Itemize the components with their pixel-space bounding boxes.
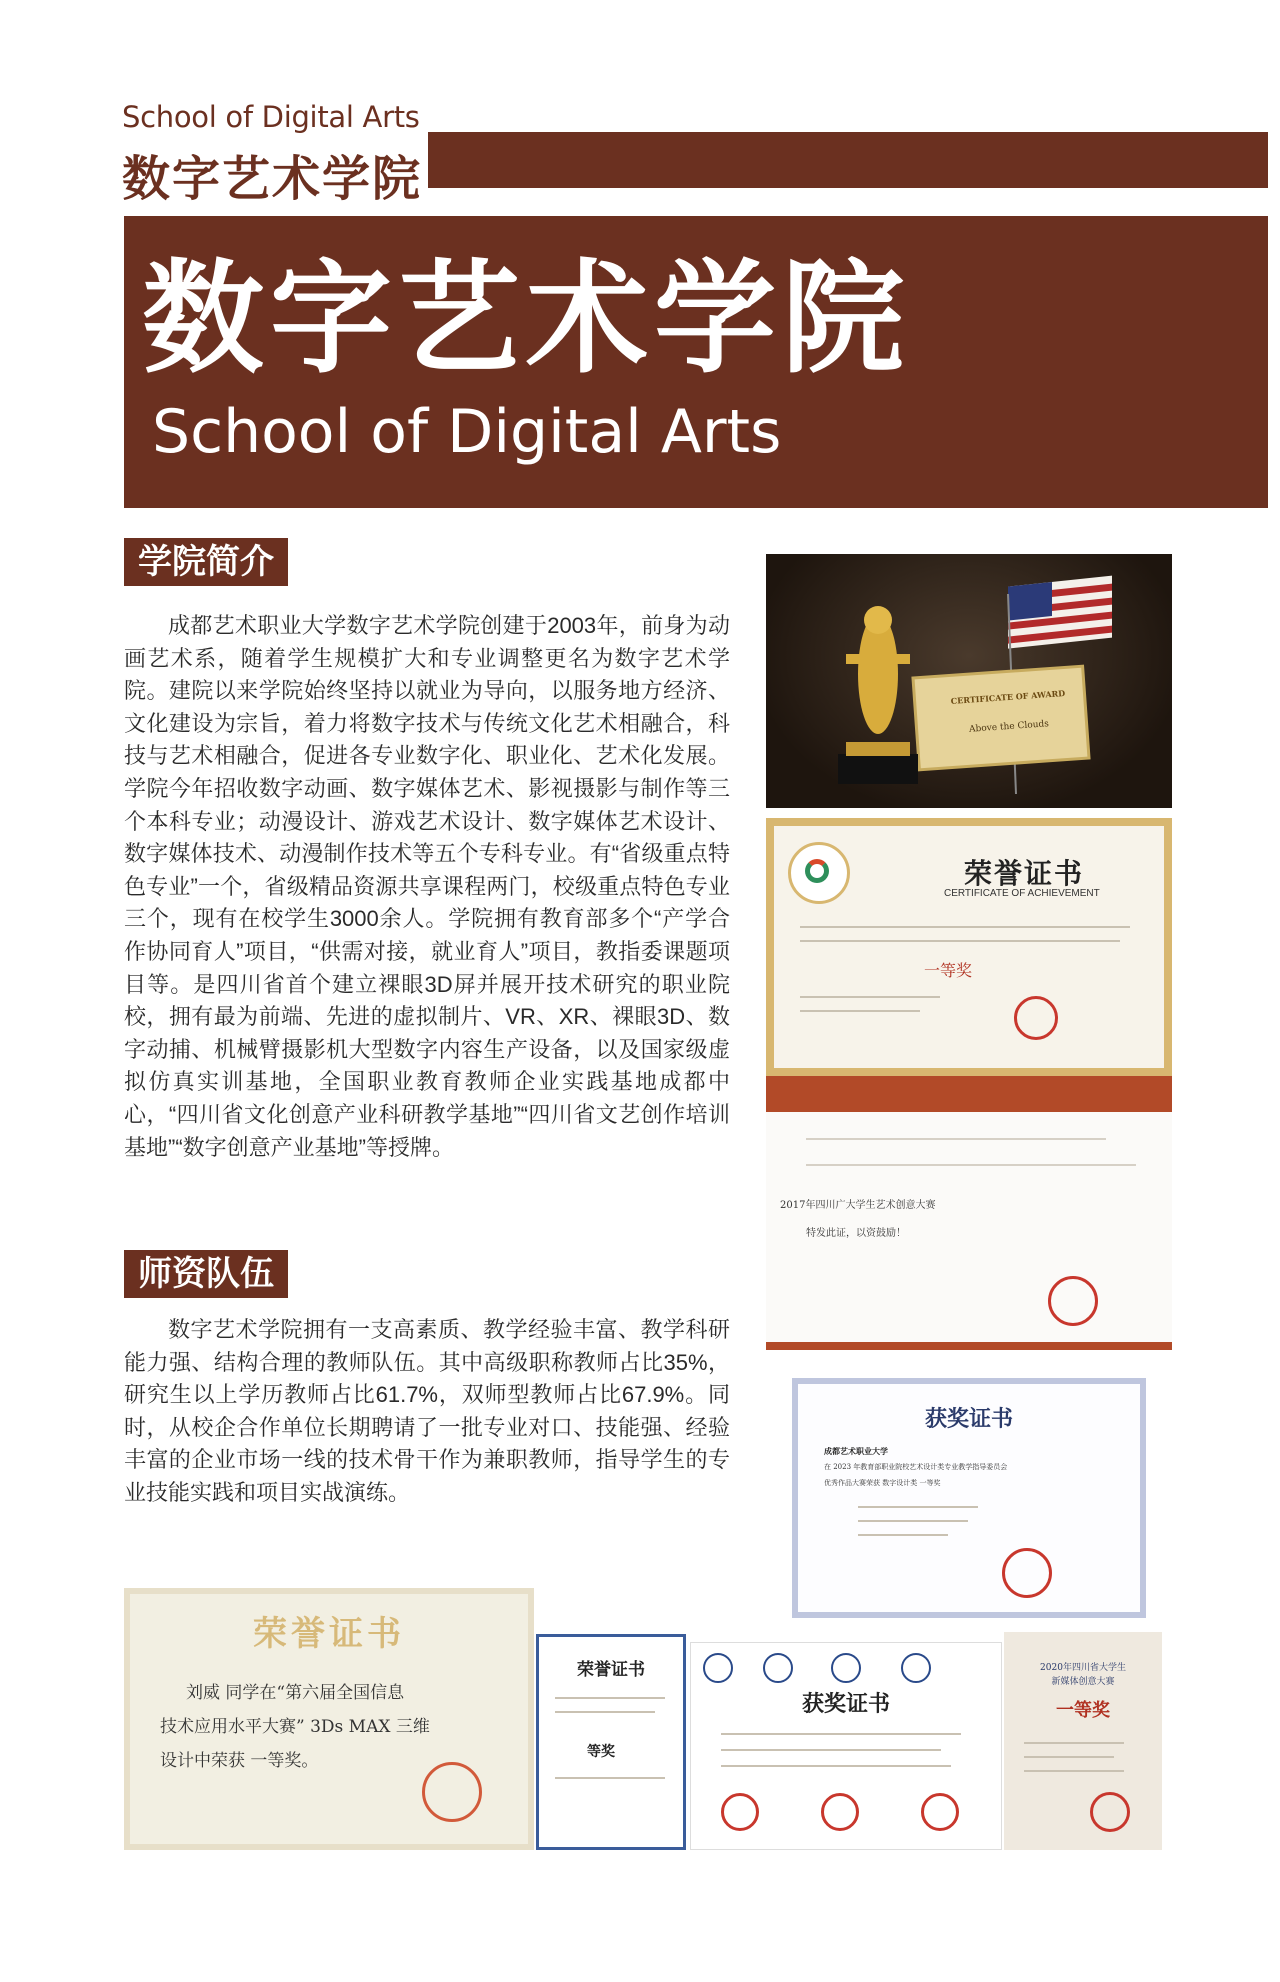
official-seal-icon [1002,1548,1052,1598]
honor-large-line1: 刘威 同学在“第六届全国信息 [186,1683,405,1703]
official-seal-icon [721,1793,759,1831]
contest-prize: 一等奖 [1056,1700,1110,1721]
contest-line2: 新媒体创意大赛 [1051,1677,1115,1687]
official-seal-icon [422,1762,482,1822]
emblem-icon [831,1653,861,1683]
trophy-cert-work: Above the Clouds [968,719,1050,735]
award-cert-line1: 在 2023 年教育部职业院校艺术设计类专业教学指导委员会 [824,1463,1008,1471]
honor-large-line3: 设计中荣获 一等奖。 [160,1751,319,1771]
honor-small-prize: 等奖 [587,1744,615,1760]
emblem-icon [703,1653,733,1683]
staff-paragraph: 数字艺术学院拥有一支高素质、教学经验丰富、教学科研能力强、结构合理的教师队伍。其中高级职称教师占比35%，研究生以上学历教师占比61.7%，双师型教师占比67.9%。同时，从校企合作单位长期聘请了一批专业对口、技能强、经验丰富的企业市场一线的技术骨干作为兼职教师，指导学生的专业技能实践和项目实战演练。 [124,1317,730,1505]
header-english-title: School of Digital Arts [122,100,420,134]
trophy-cert-title: CERTIFICATE OF AWARD [950,688,1066,706]
award-cert-title: 获奖证书 [924,1406,1013,1432]
award-certificate-wide-photo [690,1642,1002,1850]
achievement-certificate-bar [766,1076,1172,1112]
achievement-certificate-photo [766,818,1172,1076]
school-logo-icon [788,842,850,904]
section-title-staff: 师资队伍 [124,1250,288,1298]
honor-small-title: 荣誉证书 [577,1660,645,1680]
intro-paragraph: 成都艺术职业大学数字艺术学院创建于2003年，前身为动画艺术系，随着学生规模扩大和专业调整更名为数字艺术学院。建院以来学院始终坚持以就业为导向，以服务地方经济、文化建设为宗旨，着力将数字技术与传统文化艺术相融合，科技与艺术相融合，促进各专业数字化、职业化、艺术化发展。学院今年招收数字动画、数字媒体艺术、影视摄影与制作等三个本科专业；动漫设计、游戏艺术设计、数字媒体艺术设计、数字媒体技术、动漫制作技术等五个专科专业。有“省级重点特色专业”一个，省级精品资源共享课程两门，校级重点特色专业三个，现有在校学生3000余人。学院拥有教育部多个“产学合作协同育人”项目，“供需对接，就业育人”项目，教指委课题项目等。是四川省首个建立裸眼3D屏并展开技术研究的职业院校，拥有最为前端、先进的虚拟制片、VR、XR、裸眼3D、数字动捕、机械臂摄影机大型数字内容生产设备，以及国家级虚拟仿真实训基地，全国职业教育教师企业实践基地成都中心，“四川省文化创意产业科研教学基地”“四川省文艺创作培训基地”“数字创意产业基地”等授牌。 [124,613,730,1160]
official-seal-icon [921,1793,959,1831]
honor-certificate-small-photo [536,1634,686,1850]
header-bar [428,132,1268,188]
contest-certificate-photo [1004,1632,1162,1850]
header-chinese-title: 数字艺术学院 [122,151,423,207]
plain-cert-line2: 特发此证，以资鼓励！ [806,1228,906,1239]
official-seal-icon [1048,1276,1098,1326]
honor-large-line2: 技术应用水平大赛” 3Ds MAX 三维 [160,1717,430,1737]
hero-english-title: School of Digital Arts [152,397,782,467]
award-wide-title: 获奖证书 [801,1691,890,1717]
award-cert-org: 成都艺术职业大学 [824,1446,888,1456]
honor-certificate-large-photo [124,1588,534,1850]
award-certificate-photo [792,1378,1146,1618]
official-seal-icon [821,1793,859,1831]
achievement-cert-title: 荣誉证书 [964,857,1085,890]
contest-line1: 2020年四川省大学生 [1040,1663,1126,1673]
plain-certificate-photo [766,1112,1172,1350]
official-seal-icon [1090,1792,1130,1832]
trophy-photo [766,554,1172,808]
emblem-icon [763,1653,793,1683]
award-cert-line2: 优秀作品大赛荣获 数字设计类 一等奖 [824,1479,941,1487]
plain-cert-line1: 2017年四川广大学生艺术创意大赛 [780,1200,936,1211]
section-title-intro: 学院简介 [124,538,288,586]
achievement-cert-subtitle: CERTIFICATE OF ACHIEVEMENT [944,888,1100,899]
official-seal-icon [1014,996,1058,1040]
trophy-illustration [766,554,1172,808]
trophy-icon [838,606,918,784]
hero-chinese-title: 数字艺术学院 [142,248,910,390]
honor-large-title: 荣誉证书 [253,1614,405,1654]
achievement-cert-prize: 一等奖 [924,961,973,980]
emblem-icon [901,1653,931,1683]
